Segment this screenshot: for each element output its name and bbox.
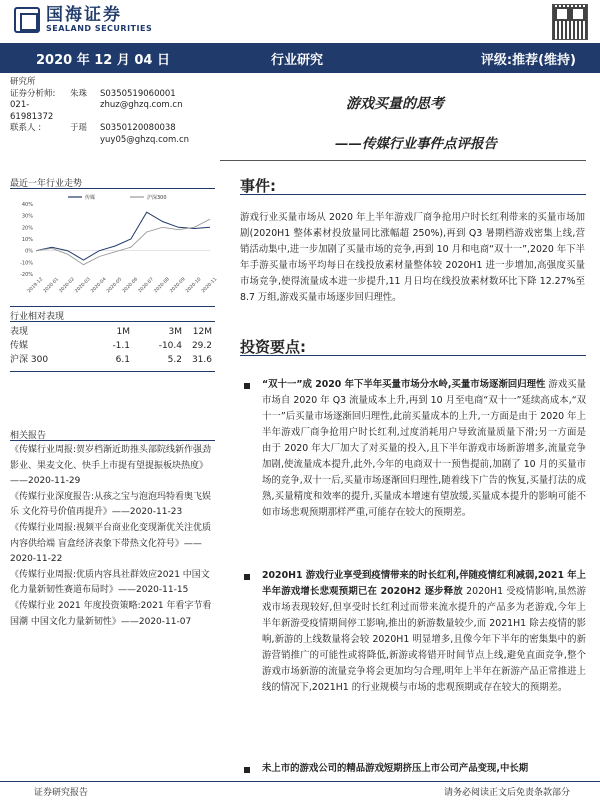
table-header-cell: 表现 — [10, 327, 29, 337]
report-subtitle: ——传媒行业事件点评报告 — [335, 136, 497, 152]
table-row — [10, 353, 215, 367]
invest-divider — [240, 355, 586, 356]
related-reports-list — [10, 443, 215, 630]
perf-divider — [10, 321, 215, 322]
x-tick-label: 2020-05 — [106, 277, 124, 295]
analyst-cell: 于瑶 — [70, 123, 88, 134]
analyst-cell: S0350519060001 — [100, 88, 176, 99]
table-cell: 沪深 300 — [10, 355, 49, 365]
y-tick-label: 30% — [21, 213, 33, 220]
analyst-cell: 朱珠 — [70, 88, 88, 99]
analyst-row — [10, 135, 189, 147]
series-line-media — [36, 212, 210, 260]
table-cell: 5.2 — [167, 355, 182, 365]
table-header-row — [10, 325, 215, 339]
related-heading: 相关报告 — [10, 431, 47, 441]
title-divider — [220, 160, 586, 161]
invest-point-3-lead: 未上市的游戏公司的精品游戏短期挤压上市公司产品变现,中长期 — [262, 763, 529, 774]
report-rating: 评级:推荐(维持) — [480, 52, 576, 68]
analyst-cell: 021-61981372 — [10, 100, 54, 122]
report-type: 行业研究 — [271, 52, 324, 68]
perf-heading: 行业相对表现 — [10, 312, 65, 322]
analyst-cell — [10, 135, 70, 147]
perf-bottom-divider — [10, 371, 215, 372]
x-tick-label: 2020-10 — [185, 277, 203, 295]
y-tick-label: 10% — [21, 237, 33, 243]
analyst-email[interactable]: zhuz@ghzq.com.cn — [100, 100, 183, 111]
legend-label: 传媒 — [85, 195, 96, 201]
related-report-link[interactable]: 《传媒行业周报:优质内容具社群效应2021 中国文化力量新韧性赛道布局时》——2020-11-15 — [10, 569, 210, 596]
x-tick-label: 2020-09 — [169, 277, 187, 295]
footer-disclaimer: 请务必阅读正文后免责条款部分 — [443, 788, 570, 798]
invest-point-1-text: 游戏买量市场自 2020 年 Q3 流量成本上升,再到 10 月至电商“双十一”延续高成本,“双十一”后买量市场逐渐回归理性,此前买量成本的上升,一方面是由于 2020 年上半年游戏厂商争抢用户时长红利,过度消耗用户导致流量质量下滑;另一方面是由于 2020 年大厂加大了对买量的投入,且下半年游戏市场新游增多,流量竞争加剧,使流量成本提升,此外,今年的电商双十一预售提前,加剧了 10 月的买量市场的竞争,双十一后,买量市场逐渐回归理性,随着线下广告的恢复,买量打法的成熟,买量精度和效率的提升,买量成本增速有望放缓,买量成本提升的影响可能不如市场悲观预期那样严重,可能存在较大的预期差。 — [262, 379, 586, 518]
analyst-cell — [70, 135, 100, 147]
trend-chart — [10, 192, 219, 300]
trend-divider — [10, 188, 215, 189]
invest-point-1-lead: “双十一”成 2020 年下半年买量市场分水岭,买量市场逐渐回归理性 — [262, 379, 546, 390]
table-cell: 29.2 — [191, 341, 212, 351]
perf-top-divider — [10, 306, 215, 307]
x-tick-label: 2020-06 — [121, 277, 140, 295]
x-tick-label: 2020-07 — [137, 277, 155, 295]
footer-left: 证券研究报告 — [34, 788, 89, 798]
y-tick-label: 0% — [25, 248, 33, 255]
event-heading: 事件: — [240, 177, 276, 195]
table-header-cell: 3M — [168, 327, 182, 337]
invest-point-2-text: 2020H1 受疫情影响,虽然游戏市场表现较好,但享受时长红利过而带来流水提升的产品多为老游戏,今年上半年新游受疫情期间停工影响,推出的新游数量较少,而 2021H1 除去疫情的影响,新游的上线数量将会较 2020H1 明显增多,且像今年下半年的密集集中的新游营销推广的可能性或将降低,新游或将错开时间节点上线,避免直面竞争,整个游戏市场新游的流量竞争将会更加均匀合理,明年上半年在新游产品正常推进上线的情况下,2021H1 的行业规模与市场的悲观预期或存在较大的预期差。 — [262, 586, 586, 693]
legend-label: 沪深300 — [147, 195, 167, 201]
report-banner — [0, 43, 600, 73]
x-tick-label: 2020-08 — [153, 277, 171, 295]
x-tick-label: 2020-04 — [90, 277, 108, 295]
table-cell: 6.1 — [115, 355, 130, 365]
invest-point-1 — [262, 377, 586, 521]
analyst-email[interactable]: yuy05@ghzq.com.cn — [100, 134, 190, 145]
related-report-link[interactable]: 《传媒行业周报:视频平台商业化变现渐优关注优质内容供给端 盲盒经济表象下带热文化符号》——2020-11-22 — [10, 522, 212, 565]
performance-table — [10, 325, 215, 367]
analyst-row — [10, 100, 189, 123]
event-body: 游戏行业买量市场从 2020 年上半年游戏厂商争抢用户时长红利带来的买量市场加剧(2020H1 整体素材投放量同比涨幅超 250%),再到 Q3 暑期档游戏密集上线,营销活动集中,进一步加剧了买量市场的竞争,再到 10 月和电商“双十一”,2020 年下半年手游买量市场平均每日在线投放素材量整体较 2020H1 进一步增加,高强度买量市场竞争,使得流量成本进一步提升,11 月日均在线投放素材数环比下降 12.27%至 8.7 万组,游戏买量市场逐步回归理性。 — [240, 212, 585, 303]
event-divider — [240, 194, 586, 195]
bullet-icon — [244, 383, 250, 389]
table-row — [10, 339, 215, 353]
table-cell: 传媒 — [10, 341, 29, 351]
x-tick-label: 2020-11 — [201, 277, 219, 295]
report-date: 2020 年 12 月 04 日 — [36, 52, 170, 68]
invest-point-2-lead: 2020H1 游戏行业享受到疫情带来的时长红利,伴随疫情红利减弱,2021 年上半年游戏增长悲观预期已在 2020H2 逐步释放 — [262, 570, 586, 597]
qr-code-icon — [552, 4, 588, 40]
bullet-icon — [244, 574, 250, 580]
invest-point-3 — [262, 761, 586, 777]
invest-point-2 — [262, 568, 586, 696]
related-report-link[interactable]: 《传媒行业 2021 年度投资策略:2021 年看字节看国潮 中国文化力量新韧性》——2020-11-07 — [10, 600, 212, 627]
trend-heading: 最近一年行业走势 — [10, 179, 83, 189]
related-report-link[interactable]: 《传媒行业深度报告:从孩之宝与泡泡玛特看奥飞娱乐 文化符号价值再提升》——2020-11-23 — [10, 491, 212, 518]
analyst-cell: 证券分析师: — [10, 88, 56, 99]
x-tick-label: 2020-02 — [58, 277, 76, 295]
company-logo — [14, 6, 152, 33]
table-header-cell: 1M — [116, 327, 130, 337]
analyst-label: 研究所 — [10, 77, 36, 87]
analyst-cell — [70, 100, 100, 123]
y-tick-label: -20% — [20, 272, 33, 278]
footer-divider — [0, 781, 600, 782]
logo-mark-icon — [14, 7, 40, 33]
x-tick-label: 2019-12 — [27, 277, 45, 295]
table-cell: -1.1 — [112, 341, 130, 351]
analyst-row — [10, 123, 189, 135]
analyst-row — [10, 89, 189, 101]
table-cell: -10.4 — [158, 341, 182, 351]
series-line-csi300 — [36, 219, 210, 265]
analyst-cell: 联系人 : — [10, 123, 42, 134]
related-divider — [10, 440, 215, 441]
table-cell: 31.6 — [191, 355, 212, 365]
logo-en-text: SEALAND SECURITIES — [46, 24, 153, 33]
related-report-link[interactable]: 《传媒行业周报:贺岁档渐近助推头部院线新作强劲影业、果麦文化、快手上市提有望提振板块热度》——2020-11-29 — [10, 445, 212, 487]
report-title: 游戏买量的思考 — [346, 96, 444, 112]
invest-heading: 投资要点: — [240, 338, 306, 356]
logo-cn-text: 国海证券 — [46, 5, 122, 25]
analyst-cell: S0350120080038 — [100, 123, 176, 134]
x-tick-label: 2020-03 — [74, 277, 92, 295]
y-tick-label: 20% — [21, 225, 33, 232]
table-header-cell: 12M — [192, 327, 212, 337]
analyst-info — [10, 77, 189, 147]
y-tick-label: -10% — [20, 260, 33, 267]
y-tick-label: 40% — [21, 202, 33, 208]
x-tick-label: 2020-01 — [42, 277, 61, 295]
bullet-icon — [244, 767, 250, 773]
